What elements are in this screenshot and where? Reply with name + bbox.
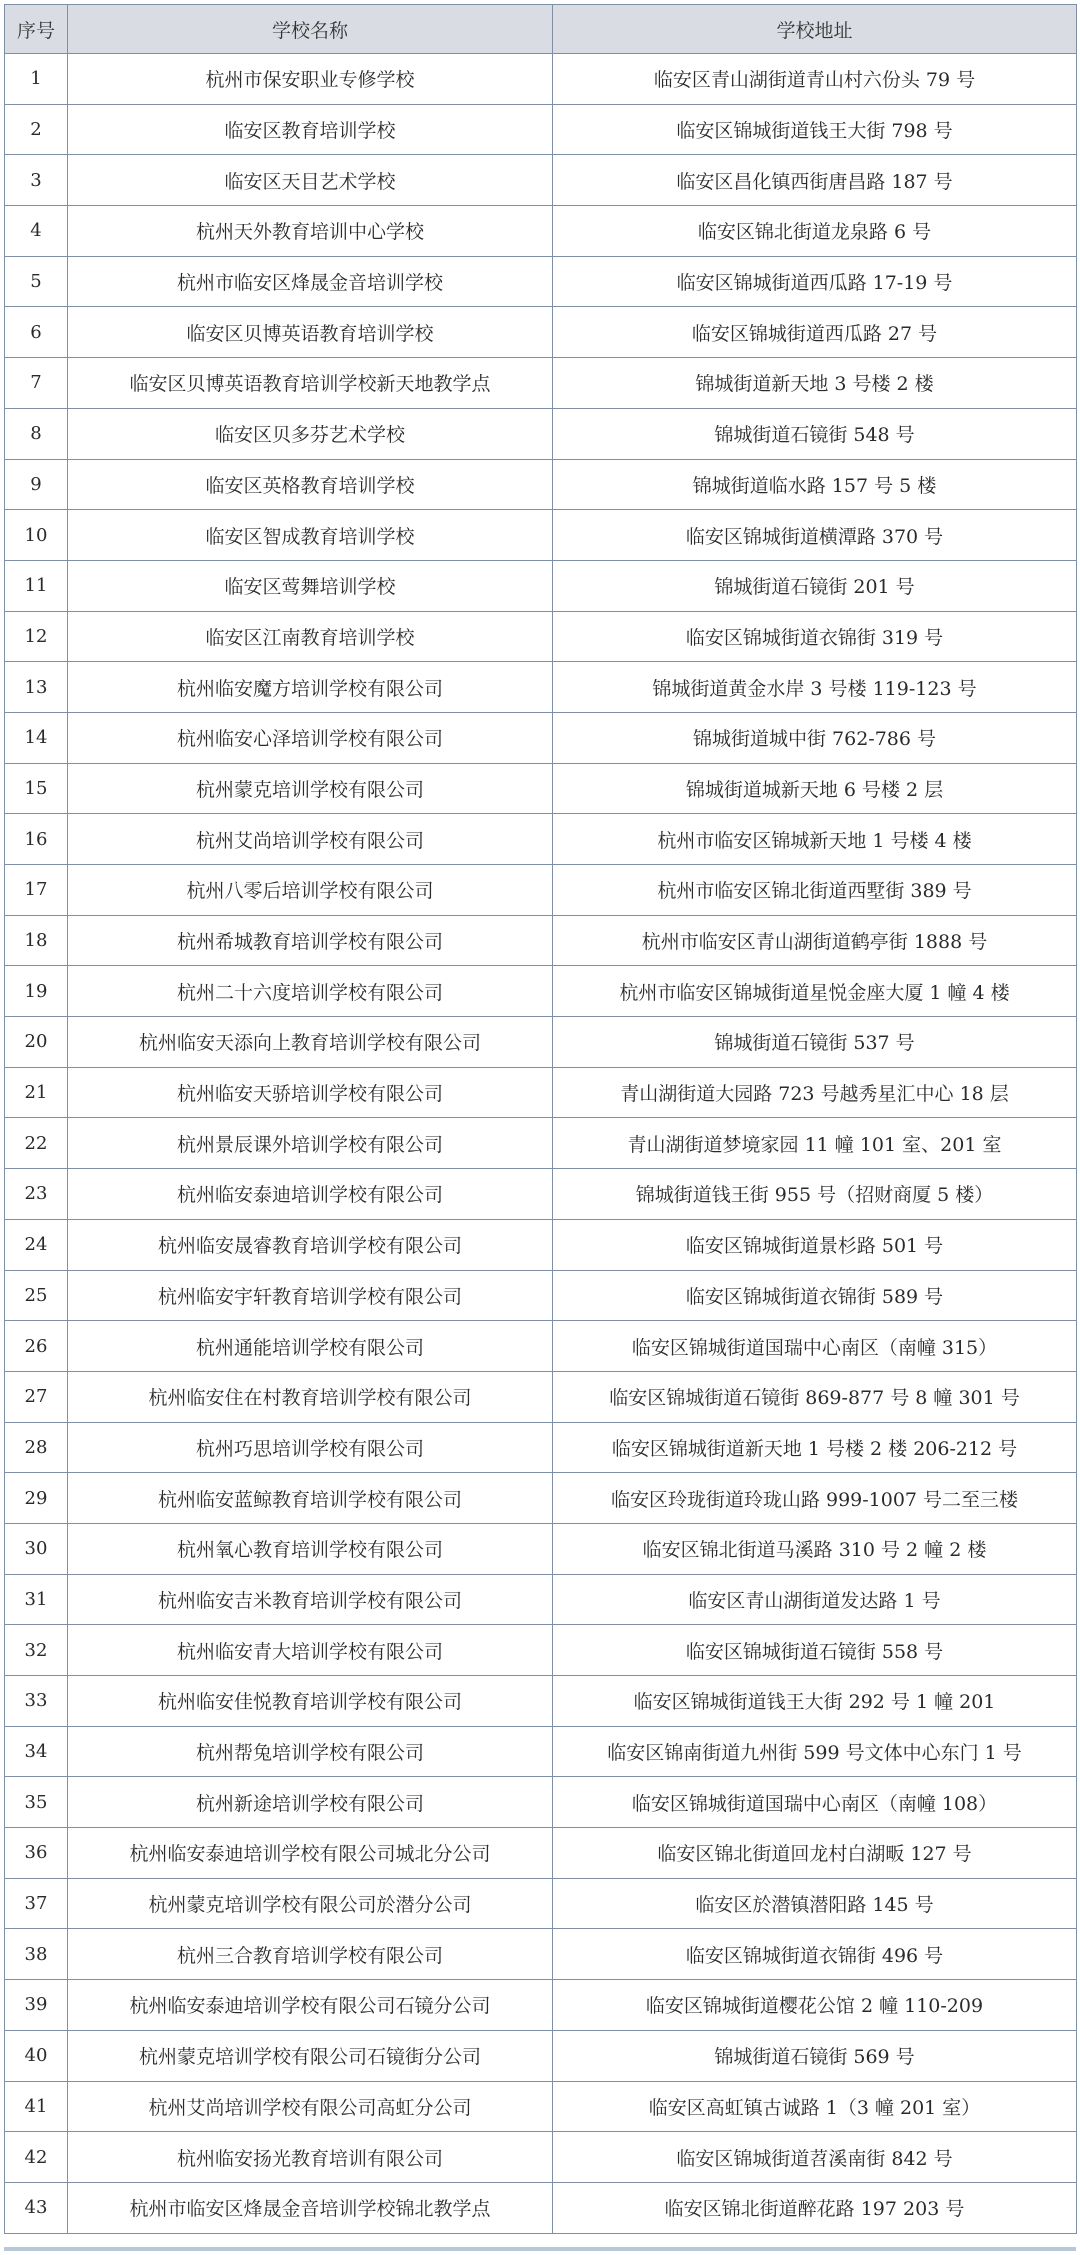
table-row [5,104,1077,155]
table-row [5,1777,1077,1828]
table-row [5,1219,1077,1270]
cell-school-address: 锦城街道城新天地 6 号楼 2 层 [553,763,1077,814]
table-row [5,1828,1077,1879]
cell-num: 31 [5,1574,68,1625]
cell-num: 23 [5,1169,68,1220]
cell-num: 20 [5,1017,68,1068]
cell-school-name: 杭州市临安区烽晟金音培训学校 [68,256,553,307]
table-row [5,1118,1077,1169]
table-row [5,307,1077,358]
cell-school-address: 临安区锦北街道马溪路 310 号 2 幢 2 楼 [553,1523,1077,1574]
cell-num: 6 [5,307,68,358]
cell-school-address: 锦城街道新天地 3 号楼 2 楼 [553,358,1077,409]
cell-school-address: 临安区锦南街道九州街 599 号文体中心东门 1 号 [553,1726,1077,1777]
cell-school-address: 临安区昌化镇西街唐昌路 187 号 [553,155,1077,206]
cell-school-address: 锦城街道石镜街 569 号 [553,2030,1077,2081]
cell-school-address: 临安区锦城街道西瓜路 27 号 [553,307,1077,358]
table-row [5,1321,1077,1372]
table-row [5,459,1077,510]
table-row [5,1726,1077,1777]
cell-school-address: 临安区锦城街道苕溪南街 842 号 [553,2132,1077,2183]
header-address: 学校地址 [553,5,1077,54]
cell-school-address: 临安区玲珑街道玲珑山路 999-1007 号二至三楼 [553,1473,1077,1524]
cell-num: 11 [5,560,68,611]
cell-school-name: 杭州艾尚培训学校有限公司高虹分公司 [68,2081,553,2132]
cell-num: 5 [5,256,68,307]
cell-school-address: 临安区青山湖街道青山村六份头 79 号 [553,54,1077,105]
cell-school-address: 杭州市临安区青山湖街道鹤亭街 1888 号 [553,915,1077,966]
cell-num: 29 [5,1473,68,1524]
cell-school-address: 锦城街道黄金水岸 3 号楼 119-123 号 [553,662,1077,713]
cell-num: 2 [5,104,68,155]
cell-num: 16 [5,814,68,865]
cell-school-name: 杭州天外教育培训中心学校 [68,206,553,257]
cell-school-name: 杭州临安吉米教育培训学校有限公司 [68,1574,553,1625]
cell-school-address: 临安区锦城街道石镜街 869-877 号 8 幢 301 号 [553,1371,1077,1422]
table-row [5,1270,1077,1321]
cell-school-address: 临安区青山湖街道发达路 1 号 [553,1574,1077,1625]
table-row [5,1169,1077,1220]
table-body [5,54,1077,2234]
table-row [5,1371,1077,1422]
table-row [5,966,1077,1017]
cell-school-name: 杭州希城教育培训学校有限公司 [68,915,553,966]
cell-num: 39 [5,1980,68,2031]
cell-num: 21 [5,1067,68,1118]
cell-school-address: 锦城街道城中街 762-786 号 [553,712,1077,763]
cell-school-address: 临安区锦城街道钱王大街 292 号 1 幢 201 [553,1676,1077,1727]
cell-school-name: 杭州临安天骄培训学校有限公司 [68,1067,553,1118]
cell-num: 43 [5,2182,68,2233]
table-row [5,1067,1077,1118]
cell-num: 3 [5,155,68,206]
cell-school-address: 临安区锦城街道衣锦街 589 号 [553,1270,1077,1321]
cell-school-name: 杭州市临安区烽晟金音培训学校锦北教学点 [68,2182,553,2233]
header-num: 序号 [5,5,68,54]
cell-school-name: 临安区贝博英语教育培训学校新天地教学点 [68,358,553,409]
cell-school-address: 临安区锦城街道钱王大街 798 号 [553,104,1077,155]
table-row [5,2030,1077,2081]
cell-school-name: 杭州蒙克培训学校有限公司於潜分公司 [68,1878,553,1929]
cell-num: 14 [5,712,68,763]
table-row [5,408,1077,459]
header-row [5,5,1077,54]
table-row [5,2132,1077,2183]
cell-school-address: 锦城街道临水路 157 号 5 楼 [553,459,1077,510]
cell-num: 9 [5,459,68,510]
cell-school-address: 临安区锦北街道龙泉路 6 号 [553,206,1077,257]
table-row [5,662,1077,713]
cell-num: 42 [5,2132,68,2183]
cell-num: 1 [5,54,68,105]
cell-school-name: 临安区莺舞培训学校 [68,560,553,611]
school-list-sheet [4,4,1076,2251]
table-row [5,2182,1077,2233]
cell-school-address: 青山湖街道大园路 723 号越秀星汇中心 18 层 [553,1067,1077,1118]
cell-school-address: 临安区锦城街道西瓜路 17-19 号 [553,256,1077,307]
table-row [5,2081,1077,2132]
cell-school-name: 杭州临安泰迪培训学校有限公司石镜分公司 [68,1980,553,2031]
cell-school-address: 临安区锦城街道国瑞中心南区（南幢 315） [553,1321,1077,1372]
cell-school-address: 临安区锦北街道醉花路 197 203 号 [553,2182,1077,2233]
cell-school-name: 临安区贝博英语教育培训学校 [68,307,553,358]
table-row [5,560,1077,611]
cell-school-address: 临安区锦城街道景杉路 501 号 [553,1219,1077,1270]
cell-school-name: 杭州临安心泽培训学校有限公司 [68,712,553,763]
cell-num: 41 [5,2081,68,2132]
cell-num: 38 [5,1929,68,1980]
cell-num: 10 [5,510,68,561]
cell-school-address: 临安区锦城街道石镜街 558 号 [553,1625,1077,1676]
cell-school-name: 杭州巧思培训学校有限公司 [68,1422,553,1473]
cell-school-address: 锦城街道钱王街 955 号（招财商厦 5 楼） [553,1169,1077,1220]
cell-school-name: 杭州临安晟睿教育培训学校有限公司 [68,1219,553,1270]
table-header [5,5,1077,54]
cell-school-address: 临安区锦城街道新天地 1 号楼 2 楼 206-212 号 [553,1422,1077,1473]
cell-school-address: 临安区高虹镇古诚路 1（3 幢 201 室） [553,2081,1077,2132]
table-row [5,865,1077,916]
cell-num: 34 [5,1726,68,1777]
cell-num: 32 [5,1625,68,1676]
cell-school-name: 杭州临安住在村教育培训学校有限公司 [68,1371,553,1422]
table-row [5,1676,1077,1727]
table-row [5,712,1077,763]
cell-num: 13 [5,662,68,713]
cell-school-address: 青山湖街道梦境家园 11 幢 101 室、201 室 [553,1118,1077,1169]
cell-school-address: 杭州市临安区锦城新天地 1 号楼 4 楼 [553,814,1077,865]
cell-school-name: 杭州蒙克培训学校有限公司石镜街分公司 [68,2030,553,2081]
cell-school-name: 临安区智成教育培训学校 [68,510,553,561]
cell-school-address: 锦城街道石镜街 548 号 [553,408,1077,459]
cell-num: 15 [5,763,68,814]
cell-school-address: 锦城街道石镜街 537 号 [553,1017,1077,1068]
table-row [5,358,1077,409]
cell-num: 24 [5,1219,68,1270]
cell-school-name: 杭州新途培训学校有限公司 [68,1777,553,1828]
cell-school-name: 杭州帮兔培训学校有限公司 [68,1726,553,1777]
cell-school-name: 杭州临安泰迪培训学校有限公司 [68,1169,553,1220]
cell-num: 19 [5,966,68,1017]
table-row [5,256,1077,307]
table-row [5,510,1077,561]
table-row [5,1422,1077,1473]
cell-school-name: 临安区教育培训学校 [68,104,553,155]
table-row [5,1929,1077,1980]
cell-school-name: 临安区江南教育培训学校 [68,611,553,662]
cell-school-address: 锦城街道石镜街 201 号 [553,560,1077,611]
cell-num: 26 [5,1321,68,1372]
cell-school-name: 杭州临安魔方培训学校有限公司 [68,662,553,713]
table-row [5,1625,1077,1676]
cell-school-name: 杭州景辰课外培训学校有限公司 [68,1118,553,1169]
cell-school-name: 临安区贝多芬艺术学校 [68,408,553,459]
cell-school-address: 临安区锦城街道衣锦街 319 号 [553,611,1077,662]
cell-school-address: 杭州市临安区锦城街道星悦金座大厦 1 幢 4 楼 [553,966,1077,1017]
cell-school-name: 杭州八零后培训学校有限公司 [68,865,553,916]
cell-school-address: 临安区锦城街道衣锦街 496 号 [553,1929,1077,1980]
cell-school-name: 杭州临安佳悦教育培训学校有限公司 [68,1676,553,1727]
cell-num: 35 [5,1777,68,1828]
school-table [4,4,1077,2234]
header-name: 学校名称 [68,5,553,54]
cell-school-name: 杭州临安天添向上教育培训学校有限公司 [68,1017,553,1068]
cell-school-address: 临安区於潜镇潜阳路 145 号 [553,1878,1077,1929]
cell-school-address: 杭州市临安区锦北街道西墅街 389 号 [553,865,1077,916]
cell-school-name: 杭州氧心教育培训学校有限公司 [68,1523,553,1574]
cell-school-name: 临安区英格教育培训学校 [68,459,553,510]
cell-num: 7 [5,358,68,409]
table-row [5,155,1077,206]
table-row [5,763,1077,814]
cell-school-name: 杭州艾尚培训学校有限公司 [68,814,553,865]
cell-num: 25 [5,1270,68,1321]
cell-num: 8 [5,408,68,459]
cell-num: 30 [5,1523,68,1574]
cell-num: 17 [5,865,68,916]
table-row [5,915,1077,966]
cell-school-address: 临安区锦城街道樱花公馆 2 幢 110-209 [553,1980,1077,2031]
table-row [5,1980,1077,2031]
cell-num: 4 [5,206,68,257]
cell-school-name: 临安区天目艺术学校 [68,155,553,206]
table-row [5,1574,1077,1625]
table-row [5,1523,1077,1574]
table-row [5,1878,1077,1929]
cell-num: 22 [5,1118,68,1169]
cell-num: 27 [5,1371,68,1422]
cell-school-name: 杭州通能培训学校有限公司 [68,1321,553,1372]
bottom-rule [4,2247,1076,2251]
cell-school-name: 杭州蒙克培训学校有限公司 [68,763,553,814]
cell-school-name: 杭州临安蓝鲸教育培训学校有限公司 [68,1473,553,1524]
table-row [5,54,1077,105]
cell-school-name: 杭州临安青大培训学校有限公司 [68,1625,553,1676]
cell-num: 33 [5,1676,68,1727]
cell-school-address: 临安区锦城街道横潭路 370 号 [553,510,1077,561]
table-row [5,1473,1077,1524]
cell-num: 28 [5,1422,68,1473]
cell-num: 40 [5,2030,68,2081]
cell-school-name: 杭州三合教育培训学校有限公司 [68,1929,553,1980]
cell-num: 12 [5,611,68,662]
cell-num: 18 [5,915,68,966]
cell-school-name: 杭州临安扬光教育培训有限公司 [68,2132,553,2183]
table-row [5,611,1077,662]
cell-num: 36 [5,1828,68,1879]
cell-num: 37 [5,1878,68,1929]
cell-school-name: 杭州临安宇轩教育培训学校有限公司 [68,1270,553,1321]
cell-school-address: 临安区锦北街道回龙村白湖畈 127 号 [553,1828,1077,1879]
cell-school-name: 杭州市保安职业专修学校 [68,54,553,105]
cell-school-name: 杭州二十六度培训学校有限公司 [68,966,553,1017]
table-row [5,814,1077,865]
cell-school-address: 临安区锦城街道国瑞中心南区（南幢 108） [553,1777,1077,1828]
table-row [5,1017,1077,1068]
cell-school-name: 杭州临安泰迪培训学校有限公司城北分公司 [68,1828,553,1879]
table-row [5,206,1077,257]
